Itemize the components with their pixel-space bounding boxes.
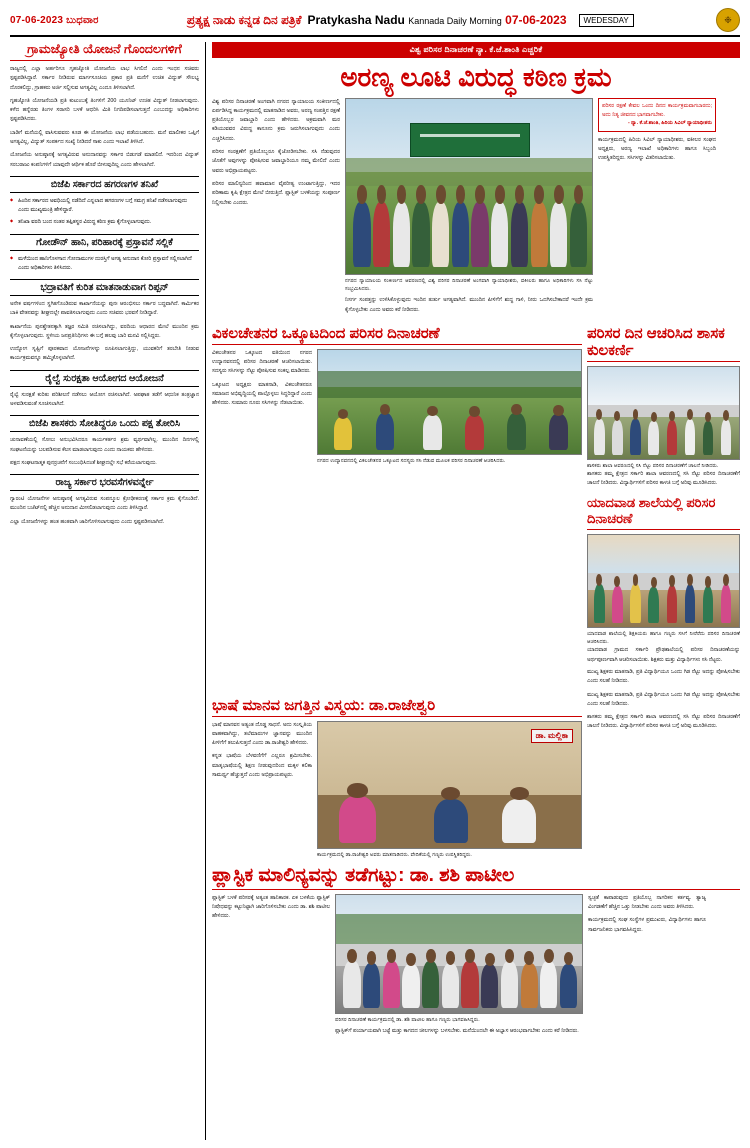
masthead-title-text: Pratykasha Nadu xyxy=(307,13,405,27)
left-section2-bullet: ◆ ತನಿಖಾ ವರದಿ ಬಂದ ನಂತರ ತಪ್ಪಿತಸ್ಥರ ವಿರುದ್ಧ ಕಠಿಣ ಕ್ರಮ ಕೈಗೊಳ್ಳಲಾಗುವುದು. xyxy=(10,218,199,227)
masthead-date-en: 07-06-2023 xyxy=(505,13,567,27)
viklachetanar-text-2: ಒಕ್ಕೂಟದ ಅಧ್ಯಕ್ಷರು ಮಾತನಾಡಿ, ವಿಕಲಚೇತನರೂ ಸಮಾಜದ ಅಭಿವೃದ್ಧಿಯಲ್ಲಿ ಪಾಲ್ಗೊಳ್ಳಲು ಸಿದ್ಧರಿದ್ದಾರೆ ಎಂದು ಹೇಳಿದರು. ಸುಮಾರು ನೂರು ಸಸಿಗಳನ್ನು ನೆಡಲಾಯಿತು. xyxy=(212,381,312,407)
page-body xyxy=(10,42,740,1140)
left-section7-para: ಗ್ಯಾರಂಟಿ ಯೋಜನೆಗಳ ಅನುಷ್ಠಾನಕ್ಕೆ ಅಗತ್ಯವಿರುವ ಸಂಪನ್ಮೂಲ ಕ್ರೋಢೀಕರಣಕ್ಕೆ ಸರ್ಕಾರ ಕ್ರಮ ಕೈಗೊಂಡಿದೆ. ಮುಂದಿನ ಬಜೆಟ್‌ನಲ್ಲಿ ಹೆಚ್ಚಿನ ಅನುದಾನ ಮೀಸಲಿಡಲಾಗುವುದು ಎಂದು ತಿಳಿಸಿದ್ದಾರೆ. xyxy=(10,496,199,512)
shasaka-text-1: ಶಾಸಕರು ತಮ್ಮ ಕ್ಷೇತ್ರದ ಸರ್ಕಾರಿ ಶಾಲಾ ಆವರಣದಲ್ಲಿ ಸಸಿ ನೆಟ್ಟು ಪರಿಸರ ದಿನಾಚರಣೆಗೆ ಚಾಲನೆ ನೀಡಿದರು. ವಿದ್ಯಾರ್ಥಿಗಳಿಗೆ ಪರಿಸರ ಕಾಳಜಿ ಬಗ್ಗೆ ಅರಿವು ಮೂಡಿಸಿದರು. xyxy=(587,471,740,487)
yadwad-text-1: ಯಾದವಾಡ ಗ್ರಾಮದ ಸರ್ಕಾರಿ ಪ್ರೌಢಶಾಲೆಯಲ್ಲಿ ಪರಿಸರ ದಿನಾಚರಣೆಯನ್ನು ಅರ್ಥಪೂರ್ಣವಾಗಿ ಆಚರಿಸಲಾಯಿತು. ಶಿಕ್ಷಕರು ಮತ್ತು ವಿದ್ಯಾರ್ಥಿಗಳು ಸಸಿ ನೆಟ್ಟರು. xyxy=(587,647,740,663)
photo-environment-day-court xyxy=(345,98,593,275)
photo-tree-planting xyxy=(317,349,582,455)
lead-text-3: ಪರಿಸರ ಮಾಲಿನ್ಯದಿಂದ ಹವಾಮಾನ ವೈಪರೀತ್ಯ ಉಂಟಾಗುತ್ತಿದ್ದು, ಇದರ ಪರಿಣಾಮ ಕೃಷಿ ಕ್ಷೇತ್ರದ ಮೇಲೆ ಬೀರುತ್ತಿದೆ. ಪ್ಲಾಸ್ಟಿಕ್ ಬಳಕೆಯನ್ನು ಸಂಪೂರ್ಣ ನಿಲ್ಲಿಸಬೇಕು ಎಂದರು. xyxy=(212,180,340,206)
section-title-bhashe: ಭಾಷೆ ಮಾನವ ಜಗತ್ತಿನ ವಿಸ್ಮಯ: ಡಾ.ರಾಜೇಶ್ವರಿ xyxy=(212,697,582,717)
photo-people-group xyxy=(588,400,739,455)
left-lead-para: ಗೃಹಜ್ಯೋತಿ ಯೋಜನೆಯಡಿ ಪ್ರತಿ ಕುಟುಂಬಕ್ಕೆ ತಿಂಗಳಿಗೆ 200 ಯೂನಿಟ್ ಉಚಿತ ವಿದ್ಯುತ್ ನೀಡಲಾಗುವುದು. ಕಳೆದ ಹನ್ನೆರಡು ತಿಂಗಳ ಸರಾಸರಿ ಬಳಕೆ ಆಧರಿಸಿ ಮಿತಿ ನಿಗದಿಪಡಿಸಲಾಗುತ್ತದೆ ಎಂಬುದನ್ನು ಅಧಿಕಾರಿಗಳು ಸ್ಪಷ್ಟಪಡಿಸಿದರು. xyxy=(10,97,199,123)
masthead-date-kn: 07-06-2023 ಬುಧವಾರ xyxy=(10,14,99,26)
left-section6-body xyxy=(10,436,199,468)
photo-mla-planting xyxy=(587,366,740,460)
left-section6-head: ಬಿಜೆಪಿ ಶಾಸಕರು ಸೋತಿದ್ದರೂ ಒಂದು ಪಕ್ಷ ತೋರಿಸಿ xyxy=(10,415,199,432)
main-column xyxy=(212,42,740,1140)
left-section2-head: ಬಿಜೆಪಿ ಸರ್ಕಾರದ ಹಗರಣಗಳ ತನಿಖೆ xyxy=(10,176,199,193)
quote-box xyxy=(598,98,716,132)
section-title-vikalachetanar: ವಿಕಲಚೇತನರ ಒಕ್ಕೂಟದಿಂದ ಪರಿಸರ ದಿನಾಚರಣೆ xyxy=(212,325,582,345)
masthead-center xyxy=(99,13,708,28)
quote-text: ಪರಿಸರ ರಕ್ಷಣೆ ಕೇವಲ ಒಂದು ದಿನದ ಕಾರ್ಯಕ್ರಮವಾಗಬಾರದು; ಅದು ನಿತ್ಯ ಜೀವನದ ಭಾಗವಾಗಬೇಕು. xyxy=(602,102,712,118)
left-section2-bullet: ◆ ಹಿಂದಿನ ಸರ್ಕಾರದ ಅವಧಿಯಲ್ಲಿ ನಡೆದಿದೆ ಎನ್ನಲಾದ ಹಗರಣಗಳ ಬಗ್ಗೆ ಸಮಗ್ರ ತನಿಖೆ ನಡೆಸಲಾಗುವುದು ಎಂದು ಮುಖ್ಯಮಂತ್ರಿ ಹೇಳಿದ್ದಾರೆ. xyxy=(10,197,199,215)
plastic-photo-col xyxy=(335,894,583,1037)
masthead xyxy=(10,8,740,37)
plastic-text-2: ಪ್ಲಾಸ್ಟಿಕ್‌ಗೆ ಪರ್ಯಾಯವಾಗಿ ಬಟ್ಟೆ ಮತ್ತು ಕಾಗದದ ಚೀಲಗಳನ್ನು ಬಳಸಬೇಕು. ಮನೆಯಿಂದಲೇ ಈ ಅಭ್ಯಾಸ ಆರಂಭವಾಗಬೇಕು ಎಂದು ಕರೆ ನೀಡಿದರು. xyxy=(335,1028,579,1035)
section-plastic xyxy=(212,865,740,1037)
section-row-2-filler xyxy=(587,691,740,859)
viklachetanar-text-col xyxy=(212,349,312,465)
filler-text-2: ಶಾಸಕರು ತಮ್ಮ ಕ್ಷೇತ್ರದ ಸರ್ಕಾರಿ ಶಾಲಾ ಆವರಣದಲ್ಲಿ ಸಸಿ ನೆಟ್ಟು ಪರಿಸರ ದಿನಾಚರಣೆಗೆ ಚಾಲನೆ ನೀಡಿದರು. ವಿದ್ಯಾರ್ಥಿಗಳಿಗೆ ಪರಿಸರ ಕಾಳಜಿ ಬಗ್ಗೆ ಅರಿವು ಮೂಡಿಸಿದರು. xyxy=(587,714,740,730)
section-title-yadwad: ಯಾದವಾಡ ಶಾಲೆಯಲ್ಲಿ ಪರಿಸರ ದಿನಾಚರಣೆ xyxy=(587,495,740,530)
left-section3-head: ಗೋಡೌನ್ ಹಾನಿ, ಪರಿಹಾರಕ್ಕೆ ಪ್ರಸ್ತಾವನೆ ಸಲ್ಲಿಕೆ xyxy=(10,234,199,251)
section-shasaka xyxy=(587,319,740,687)
photo-plastic-event xyxy=(335,894,583,1014)
photo-people-group xyxy=(588,568,739,623)
seal-logo-icon: ❉ xyxy=(716,8,740,32)
left-lead-headline: ಗ್ರಾಮಜ್ಯೋತಿ ಯೋಜನೆ ಗೊಂದಲಗಳಿಗೆ xyxy=(10,42,199,61)
photo-people-group xyxy=(318,767,581,843)
section-title-shasaka: ಪರಿಸರ ದಿನ ಆಚರಿಸಿದ ಶಾಸಕ ಕುಲಕರ್ಣಿ xyxy=(587,325,740,362)
photo-caption-1: ನಗರದ ನ್ಯಾಯಾಲಯ ಸಂಕೀರ್ಣದ ಆವರಣದಲ್ಲಿ ವಿಶ್ವ ಪರಿಸರ ದಿನಾಚರಣೆ ಅಂಗವಾಗಿ ನ್ಯಾಯಾಧೀಶರು, ವಕೀಲರು ಹಾಗೂ ಅಧಿಕಾರಿಗಳು ಸಸಿ ನೆಟ್ಟು ಸಂಭ್ರಮಿಸಿದರು. xyxy=(345,277,593,292)
plastic-col-1 xyxy=(212,894,330,1037)
masthead-subtitle-text: Kannada Daily Morning xyxy=(408,16,502,26)
masthead-title-en xyxy=(308,13,567,27)
left-section6-para: ಚುನಾವಣೆಯಲ್ಲಿ ಸೋಲು ಅನುಭವಿಸಿದರೂ ಕಾರ್ಯಕರ್ತರ ಶ್ರಮ ವ್ಯರ್ಥವಾಗಿಲ್ಲ. ಮುಂದಿನ ದಿನಗಳಲ್ಲಿ ಸಂಘಟನೆಯನ್ನು ಬಲಪಡಿಸುವ ಕೆಲಸ ಮಾಡಲಾಗುವುದು ಎಂದು ನಾಯಕರು ಹೇಳಿದರು. xyxy=(10,437,199,453)
plastic-text-1: ಪ್ಲಾಸ್ಟಿಕ್ ಬಳಕೆ ಪರಿಸರಕ್ಕೆ ಅತ್ಯಂತ ಹಾನಿಕಾರಕ. ಏಕ ಬಳಕೆಯ ಪ್ಲಾಸ್ಟಿಕ್ ನಿಷೇಧವನ್ನು ಕಟ್ಟುನಿಟ್ಟಾಗಿ ಜಾರಿಗೊಳಿಸಬೇಕು ಎಂದು ಡಾ. ಶಶಿ ಪಾಟೀಲ ಹೇಳಿದರು. xyxy=(212,894,330,920)
quote-author: - ನ್ಯಾ. ಕೆ.ಜೆ.ಶಾಂತಿ, ಹಿರಿಯ ಸಿವಿಲ್ ನ್ಯಾಯಾಧೀಶರು xyxy=(628,119,712,126)
bhashe-text-2: ಕನ್ನಡ ಭಾಷೆಯ ಬೆಳವಣಿಗೆಗೆ ಎಲ್ಲರೂ ಶ್ರಮಿಸಬೇಕು. ಮಾತೃಭಾಷೆಯಲ್ಲಿ ಶಿಕ್ಷಣ ನೀಡುವುದರಿಂದ ಮಕ್ಕಳ ಕಲಿಕಾ ಸಾಮರ್ಥ್ಯ ಹೆಚ್ಚುತ್ತದೆ ಎಂದು ಅಭಿಪ್ರಾಯಪಟ್ಟರು. xyxy=(212,753,312,779)
lead-text-1: ವಿಶ್ವ ಪರಿಸರ ದಿನಾಚರಣೆ ಅಂಗವಾಗಿ ನಗರದ ನ್ಯಾಯಾಲಯ ಸಂಕೀರ್ಣದಲ್ಲಿ ಏರ್ಪಡಿಸಿದ್ದ ಕಾರ್ಯಕ್ರಮದಲ್ಲಿ ಮಾತನಾಡಿದ ಅವರು, ಅರಣ್ಯ ಸಂಪತ್ತಿನ ರಕ್ಷಣೆ ಪ್ರತಿಯೊಬ್ಬರ ಜವಾಬ್ದಾರಿ ಎಂದು ಹೇಳಿದರು. ಅಕ್ರಮವಾಗಿ ಮರ ಕಡಿಯುವವರ ವಿರುದ್ಧ ಕಾನೂನು ಕ್ರಮ ಜರುಗಿಸಲಾಗುವುದು ಎಂದು ಎಚ್ಚರಿಸಿದರು. xyxy=(212,98,340,142)
left-section4-body xyxy=(10,300,199,364)
left-section4-para: ಕಾರ್ಖಾನೆಯ ಪುನಶ್ಚೇತನಕ್ಕಾಗಿ ತಜ್ಞರ ಸಮಿತಿ ರಚಿಸಲಾಗಿದ್ದು, ವರದಿಯ ಆಧಾರದ ಮೇಲೆ ಮುಂದಿನ ಕ್ರಮ ಕೈಗೊಳ್ಳಲಾಗುವುದು. ಸ್ಥಳೀಯ ಜನಪ್ರತಿನಿಧಿಗಳು ಈ ಬಗ್ಗೆ ಹಲವು ಬಾರಿ ಮನವಿ ಸಲ್ಲಿಸಿದ್ದರು. xyxy=(10,323,199,339)
photo-caption-vikalachetanar: ನಗರದ ಉದ್ಯಾನವನದಲ್ಲಿ ವಿಕಲಚೇತನರ ಒಕ್ಕೂಟದ ಸದಸ್ಯರು ಸಸಿ ನೆಡುವ ಮೂಲಕ ಪರಿಸರ ದಿನಾಚರಣೆ ಆಚರಿಸಿದರು. xyxy=(317,457,506,464)
viklachetanar-photo-col xyxy=(317,349,582,465)
main-headline: ಅರಣ್ಯ ಲೂಟಿ ವಿರುದ್ಧ ಕಠಿಣ ಕ್ರಮ xyxy=(340,62,612,92)
section-body-bhashe xyxy=(212,721,582,859)
left-section5-head: ರೈಲ್ವೆ ಸುರಕ್ಷತಾ ಆಯೋಗದ ಆಯೋಜನೆ xyxy=(10,370,199,387)
plastic-col-3 xyxy=(588,894,706,1037)
lead-text-2: ಪರಿಸರ ಸಂರಕ್ಷಣೆಗೆ ಪ್ರತಿಯೊಬ್ಬರೂ ಕೈಜೋಡಿಸಬೇಕು. ಸಸಿ ನೆಡುವುದರ ಜೊತೆಗೆ ಅವುಗಳನ್ನು ಪೋಷಿಸುವ ಜವಾಬ್ದಾರಿಯೂ ನಮ್ಮ ಮೇಲಿದೆ ಎಂದು ಅವರು ಅಭಿಪ್ರಾಯಪಟ್ಟರು. xyxy=(212,149,340,174)
masthead-tagline-kn: ಪ್ರತ್ಯಕ್ಷ ನಾಡು ಕನ್ನಡ ದಿನ ಪತ್ರಿಕೆ xyxy=(186,12,302,27)
section-body-vikalachetanar xyxy=(212,349,582,465)
viklachetanar-text-1: ವಿಕಲಚೇತನರ ಒಕ್ಕೂಟದ ವತಿಯಿಂದ ನಗರದ ಉದ್ಯಾನವನದಲ್ಲಿ ಪರಿಸರ ದಿನಾಚರಣೆ ಆಚರಿಸಲಾಯಿತು. ಸದಸ್ಯರು ಸಸಿಗಳನ್ನು ನೆಟ್ಟು ಪೋಷಿಸುವ ಸಂಕಲ್ಪ ಮಾಡಿದರು. xyxy=(212,349,312,375)
photo-speaker-stage xyxy=(317,721,582,849)
masthead-day: WEDESDAY xyxy=(579,14,634,27)
photo-caption-yadwad: ಯಾದವಾಡ ಶಾಲೆಯಲ್ಲಿ ಶಿಕ್ಷಕಿಯರು ಹಾಗೂ ಗಣ್ಯರು ಸಸಿಗೆ ನೀರೆರೆದು ಪರಿಸರ ದಿನಾಚರಣೆ ಆಚರಿಸಿದರು. xyxy=(587,630,740,646)
left-section7-para: ಎಲ್ಲಾ ಯೋಜನೆಗಳನ್ನು ಹಂತ ಹಂತವಾಗಿ ಜಾರಿಗೊಳಿಸಲಾಗುವುದು ಎಂದು ಸ್ಪಷ್ಟಪಡಿಸಲಾಗಿದೆ. xyxy=(10,518,165,525)
left-section3-bullet: ◆ ಮಳೆಯಿಂದ ಹಾನಿಗೊಳಗಾದ ಗೋದಾಮುಗಳ ದುರಸ್ತಿಗೆ ಅಗತ್ಯ ಅನುದಾನ ಕೋರಿ ಪ್ರಸ್ತಾವನೆ ಸಲ್ಲಿಸಲಾಗಿದೆ ಎಂದು ಅಧಿಕಾರಿಗಳು ತಿಳಿಸಿದರು. xyxy=(10,255,199,273)
left-lead-para: ಬಾಡಿಗೆ ಮನೆಯಲ್ಲಿ ವಾಸಿಸುವವರು ಕೂಡ ಈ ಯೋಜನೆಯ ಲಾಭ ಪಡೆಯಬಹುದು. ಮನೆ ಮಾಲೀಕರ ಒಪ್ಪಿಗೆ ಅಗತ್ಯವಿಲ್ಲ, ವಿದ್ಯುತ್ ಸಂಪರ್ಕದ ಸಂಖ್ಯೆ ನೀಡಿದರೆ ಸಾಕು ಎಂದು ಇಲಾಖೆ ತಿಳಿಸಿದೆ. xyxy=(10,129,199,146)
yadwad-text-2: ಮುಖ್ಯ ಶಿಕ್ಷಕರು ಮಾತನಾಡಿ, ಪ್ರತಿ ವಿದ್ಯಾರ್ಥಿಯೂ ಒಂದು ಗಿಡ ನೆಟ್ಟು ಅದನ್ನು ಪೋಷಿಸಬೇಕು ಎಂದು ಸಲಹೆ ನೀಡಿದರು. xyxy=(587,668,740,685)
section-body-plastic xyxy=(212,894,740,1037)
left-column xyxy=(10,42,206,1140)
lead-col-1 xyxy=(212,98,340,315)
section-vikalachetanar xyxy=(212,319,582,687)
bhashe-text-1: ಭಾಷೆ ಮಾನವನ ಅತ್ಯಂತ ದೊಡ್ಡ ಸಾಧನೆ. ಅದು ಸಂಸ್ಕೃತಿಯ ವಾಹಕವಾಗಿದ್ದು, ತಲೆಮಾರುಗಳ ಜ್ಞಾನವನ್ನು ಮುಂದಿನ ಪೀಳಿಗೆಗೆ ತಲುಪಿಸುತ್ತದೆ ಎಂದು ಡಾ.ರಾಜೇಶ್ವರಿ ಹೇಳಿದರು. xyxy=(212,721,312,747)
left-lead-para: ರಾಜ್ಯದಲ್ಲಿ ಎಲ್ಲಾ ಅರ್ಹರಿಗೂ ಗೃಹಜ್ಯೋತಿ ಯೋಜನೆಯ ಲಾಭ ಸಿಗಲಿದೆ ಎಂದು ಇಂಧನ ಸಚಿವರು ಸ್ಪಷ್ಟಪಡಿಸಿದ್ದಾರೆ. ಸರ್ಕಾರ ನೀಡಿರುವ ಮಾರ್ಗಸೂಚಿಯ ಪ್ರಕಾರ ಪ್ರತಿ ಮನೆಗೆ ಉಚಿತ ವಿದ್ಯುತ್ ಸೌಲಭ್ಯ ದೊರಕಲಿದ್ದು, ಗ್ರಾಹಕರು ಅರ್ಜಿ ಸಲ್ಲಿಸುವ ಅಗತ್ಯವಿಲ್ಲ ಎಂದೂ ತಿಳಿಸಲಾಗಿದೆ. xyxy=(10,66,199,91)
photo-people-group xyxy=(318,387,581,449)
section-row-1 xyxy=(212,319,740,687)
left-section4-para: ಉದ್ಯೋಗ ಸೃಷ್ಟಿಗೆ ಪೂರಕವಾದ ಯೋಜನೆಗಳನ್ನು ರೂಪಿಸಲಾಗುತ್ತಿದ್ದು, ಯುವಕರಿಗೆ ತರಬೇತಿ ನೀಡುವ ಕಾರ್ಯಕ್ರಮವನ್ನೂ ಹಮ್ಮಿಕೊಳ್ಳಲಾಗಿದೆ. xyxy=(10,346,199,362)
photo-people-group xyxy=(336,937,582,1008)
left-section7-body xyxy=(10,495,199,527)
photo-caption-shasaka: ಶಾಸಕರು ಶಾಲಾ ಆವರಣದಲ್ಲಿ ಸಸಿ ನೆಟ್ಟು ಪರಿಸರ ದಿನಾಚರಣೆಗೆ ಚಾಲನೆ ನೀಡಿದರು. xyxy=(587,462,719,469)
top-banner: ವಿಶ್ವ ಪರಿಸರ ದಿನಾಚರಣೆ ನ್ಯಾ. ಕೆ.ಜೆ.ಶಾಂತಿ ಎಚ್ಚರಿಕೆ xyxy=(212,42,740,58)
left-section5-para: ರೈಲ್ವೆ ಸುರಕ್ಷತೆ ಕುರಿತು ಪರಿಶೀಲನೆ ನಡೆಸಲು ಆಯೋಗ ರಚಿಸಲಾಗಿದೆ. ಅಪಘಾತ ತಡೆಗೆ ಆಧುನಿಕ ತಂತ್ರಜ್ಞಾನ ಅಳವಡಿಸುವಂತೆ ಸೂಚಿಸಲಾಗಿದೆ. xyxy=(10,391,199,407)
left-section5-body xyxy=(10,391,199,410)
photo-yadwad-school xyxy=(587,534,740,628)
section-row-2 xyxy=(212,691,740,859)
lead-photo-col xyxy=(345,98,593,315)
left-section6-para: ಪಕ್ಷದ ಸಂಘಟನಾತ್ಮಕ ಪುನರ್ರಚನೆಗೆ ಸಂಬಂಧಿಸಿದಂತೆ ಶೀಘ್ರದಲ್ಲೇ ಸಭೆ ಕರೆಯಲಾಗುವುದು. xyxy=(10,459,157,466)
filler-text-1: ಮುಖ್ಯ ಶಿಕ್ಷಕರು ಮಾತನಾಡಿ, ಪ್ರತಿ ವಿದ್ಯಾರ್ಥಿಯೂ ಒಂದು ಗಿಡ ನೆಟ್ಟು ಅದನ್ನು ಪೋಷಿಸಬೇಕು ಎಂದು ಸಲಹೆ ನೀಡಿದರು. xyxy=(587,691,740,707)
lead-text-5: ಕಾರ್ಯಕ್ರಮದಲ್ಲಿ ಹಿರಿಯ ಸಿವಿಲ್ ನ್ಯಾಯಾಧೀಶರು, ವಕೀಲರ ಸಂಘದ ಅಧ್ಯಕ್ಷರು, ಅರಣ್ಯ ಇಲಾಖೆ ಅಧಿಕಾರಿಗಳು ಹಾಗೂ ಸಿಬ್ಬಂದಿ ಉಪಸ್ಥಿತರಿದ್ದರು. ಸಸಿಗಳನ್ನು ವಿತರಿಸಲಾಯಿತು. xyxy=(598,136,716,162)
left-lead-para: ಯೋಜನೆಯ ಅನುಷ್ಠಾನಕ್ಕೆ ಅಗತ್ಯವಿರುವ ಅನುದಾನವನ್ನು ಸರ್ಕಾರ ಬಿಡುಗಡೆ ಮಾಡಲಿದೆ. ಇದರಿಂದ ವಿದ್ಯುತ್ ಸರಬರಾಜು ಕಂಪನಿಗಳಿಗೆ ಯಾವುದೇ ಆರ್ಥಿಕ ಹೊರೆ ಬೀಳುವುದಿಲ್ಲ ಎಂದು ಹೇಳಲಾಗಿದೆ. xyxy=(10,152,199,168)
bhashe-photo-col xyxy=(317,721,582,859)
left-section4-para: ಅನೇಕ ವರ್ಷಗಳಿಂದ ಸ್ಥಗಿತಗೊಂಡಿರುವ ಕಾರ್ಖಾನೆಯನ್ನು ಪುನಃ ಆರಂಭಿಸಲು ಸರ್ಕಾರ ಬದ್ಧವಾಗಿದೆ. ಕಾರ್ಮಿಕರ ಬಾಕಿ ವೇತನವನ್ನು ಶೀಘ್ರದಲ್ಲೇ ಪಾವತಿಸಲಾಗುವುದು ಎಂದು ಸಚಿವರು ಭರವಸೆ ನೀಡಿದ್ದಾರೆ. xyxy=(10,300,199,317)
section-title-plastic: ಪ್ಲಾಸ್ಟಿಕ ಮಾಲಿನ್ಯವನ್ನು ತಡೆಗಟ್ಟು: ಡಾ. ಶಶಿ ಪಾಟೀಲ xyxy=(212,865,740,890)
photo-caption-bhashe: ಕಾರ್ಯಕ್ರಮದಲ್ಲಿ ಡಾ.ರಾಜೇಶ್ವರಿ ಅವರು ಮಾತನಾಡಿದರು. ವೇದಿಕೆಯಲ್ಲಿ ಗಣ್ಯರು ಉಪಸ್ಥಿತರಿದ್ದರು. xyxy=(317,851,472,858)
lead-story-block xyxy=(212,98,740,315)
plastic-text-4: ಕಾರ್ಯಕ್ರಮದಲ್ಲಿ ಸಂಘ ಸಂಸ್ಥೆಗಳ ಪ್ರಮುಖರು, ವಿದ್ಯಾರ್ಥಿಗಳು ಹಾಗೂ ಸಾರ್ವಜನಿಕರು ಭಾಗವಹಿಸಿದ್ದರು. xyxy=(588,917,706,933)
left-section4-head: ಭದ್ರಾವತಿಗೆ ಕುರಿತ ಮಾತನಾಡುವಾಗ ರಿಪ್ಪನ್ xyxy=(10,279,199,296)
photo-caption-plastic: ಪರಿಸರ ದಿನಾಚರಣೆ ಕಾರ್ಯಕ್ರಮದಲ್ಲಿ ಡಾ. ಶಶಿ ಪಾಟೀಲ ಹಾಗೂ ಗಣ್ಯರು ಭಾಗವಹಿಸಿದ್ದರು. xyxy=(335,1016,480,1023)
photo-name-placard: ಡಾ. ಮಲ್ಲಿಕಾ xyxy=(531,729,573,743)
left-lead-body xyxy=(10,65,199,170)
bhashe-text-col xyxy=(212,721,312,859)
plastic-text-3: ಸ್ವಚ್ಛತೆ ಕಾಪಾಡುವುದು ಪ್ರತಿಯೊಬ್ಬ ನಾಗರಿಕನ ಕರ್ತವ್ಯ. ತ್ಯಾಜ್ಯ ವಿಂಗಡಣೆಗೆ ಹೆಚ್ಚಿನ ಒತ್ತು ನೀಡಬೇಕು ಎಂದು ಅವರು ತಿಳಿಸಿದರು. xyxy=(588,894,706,911)
lead-col-3 xyxy=(598,98,716,315)
section-bhashe xyxy=(212,691,582,859)
lead-text-4: ನಿಸರ್ಗ ಸಂಪತ್ತನ್ನು ಉಳಿಸಿಕೊಳ್ಳುವುದು ಇಂದಿನ ತುರ್ತು ಅಗತ್ಯವಾಗಿದೆ. ಮುಂದಿನ ಪೀಳಿಗೆಗೆ ಶುದ್ಧ ಗಾಳಿ, ನೀರು ಒದಗಿಸಬೇಕಾದರೆ ಇಂದೇ ಕ್ರಮ ಕೈಗೊಳ್ಳಬೇಕು ಎಂದು ಅವರು ಕರೆ ನೀಡಿದರು. xyxy=(345,297,593,313)
photo-people-group xyxy=(346,162,592,267)
left-section7-head: ರಾಜ್ಯ ಸರ್ಕಾರ ಭರವಸೆಗಳವರ್ನ್ನೇ xyxy=(10,474,199,491)
photo-event-banner xyxy=(410,123,530,157)
